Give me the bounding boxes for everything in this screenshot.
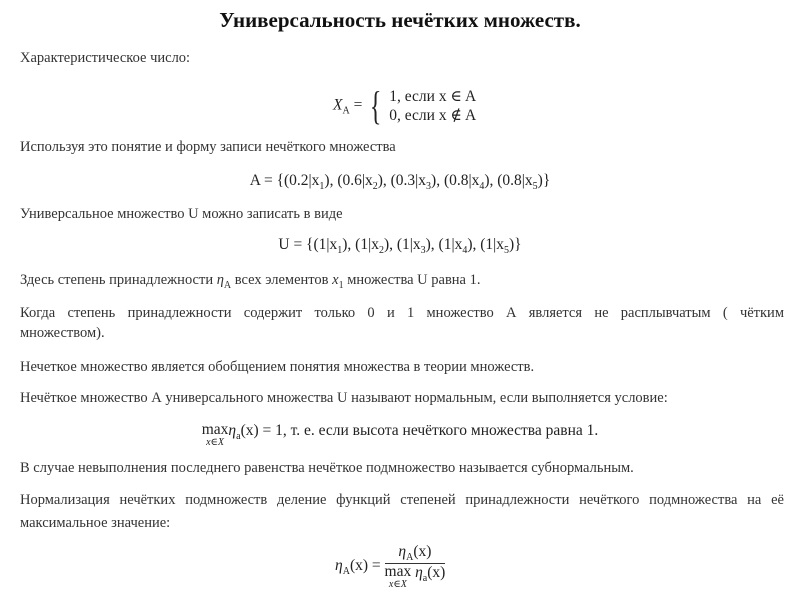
formula-subscript: 2 [378,245,384,257]
formula-subscript: a [422,573,428,585]
formula-symbol: η [398,543,407,560]
formula-part: (0.2|x [284,172,320,189]
formula-part: (x) [413,543,432,560]
formula-part: ), (1|x [467,236,505,253]
formula-part: (x) = [349,556,381,574]
formula-symbol: η [415,564,423,582]
formula-subscript: 5 [532,181,538,193]
formula-part: )} [509,236,522,253]
formula-subscript: 4 [479,181,485,193]
paragraph-characteristic: Характеристическое число: [20,50,191,66]
formula-case: 0, если x ∉ A [389,107,477,124]
formula-symbol: x [332,272,339,288]
paragraph-membership [20,272,480,291]
formula-subscript: x∈X [388,578,407,590]
formula-subscript: 1 [338,279,344,291]
formula-symbol: X [333,96,343,114]
paragraph-normal: Нечёткое множество А универсального множества U называют нормальным, если выполняется условие: [20,390,668,406]
formula-part: (x) [427,564,446,582]
formula-subscript: A [342,105,350,117]
paragraph-using: Используя это понятие и форму записи нечёткого множества [20,139,396,155]
formula-part: ), (1|x [425,236,463,253]
formula-symbol: η [228,422,237,439]
formula-part: (x) = 1 [240,422,283,439]
formula-fraction [385,543,446,590]
formula-max-operator [202,422,229,448]
formula-max-operator [385,564,412,590]
formula-part: A = { [249,172,285,189]
paragraph-crisp-line1: Когда степень принадлежности содержит только 0 и 1 множество А является не расплывчатым ( чётким [20,305,784,321]
formula-subscript: 2 [372,181,378,193]
text: множества U равна 1. [347,272,481,288]
formula-case: 1, если x ∈ A [389,88,477,105]
fraction-numerator [385,543,446,564]
formula-part: ), (0.6|x [324,172,373,189]
formula-set-a [0,172,800,192]
formula-subscript: a [236,431,241,443]
page-title: Универсальность нечётких множеств. [219,8,581,32]
formula-subscript: A [223,279,232,291]
formula-max [0,422,800,448]
paragraph-normalization-line1: Нормализация нечётких подмножеств деление функций степеней принадлежности нечёткого подмножества на её [20,492,784,508]
formula-symbol: η [216,272,224,288]
paragraph-subnormal: В случае невыполнения последнего равенства нечёткое подмножество называется субнормальным. [20,460,634,476]
formula-subscript: 1 [337,245,343,257]
formula-normalization [335,543,445,590]
formula-part: max [384,563,412,581]
formula-subscript: A [342,565,350,577]
formula-set-u [0,236,800,256]
formula-subscript: 4 [462,245,468,257]
paragraph-crisp-line2: множеством). [20,325,105,341]
formula-subscript: A [406,552,414,564]
formula-part: max [201,421,229,438]
formula-subscript: 3 [426,181,432,193]
paragraph-normalization-line2: максимальное значение: [20,515,171,531]
paragraph-universal: Универсальное множество U можно записать в виде [20,206,343,222]
formula-symbol: η [335,556,343,574]
formula-subscript: x∈X [206,436,225,448]
formula-part: , т. е. если высота нечёткого множества равна 1. [282,422,599,439]
formula-part: ), (0.8|x [431,172,480,189]
formula-subscript: 5 [504,245,510,257]
formula-part: (1|x [313,236,338,253]
brace-icon: { [370,83,382,128]
formula-subscript: 3 [420,245,426,257]
formula-part: ), (1|x [342,236,379,253]
formula-part: ), (0.3|x [377,172,427,189]
formula-characteristic: $X_A$ = { 1, если x ∈ A 0, если x ∉ A [333,83,477,128]
text: Здесь степень принадлежности [20,272,214,288]
formula-part: )} [537,172,551,189]
paragraph-generalization: Нечеткое множество является обобщением понятия множества в теории множеств. [20,359,535,375]
formula-part: ), (0.8|x [484,172,533,189]
formula-part: ), (1|x [383,236,421,253]
fraction-denominator [385,564,446,590]
text: всех элементов [234,272,329,288]
formula-part: U = { [278,236,314,253]
formula-subscript: 1 [319,181,325,193]
formula-cases [389,87,476,125]
